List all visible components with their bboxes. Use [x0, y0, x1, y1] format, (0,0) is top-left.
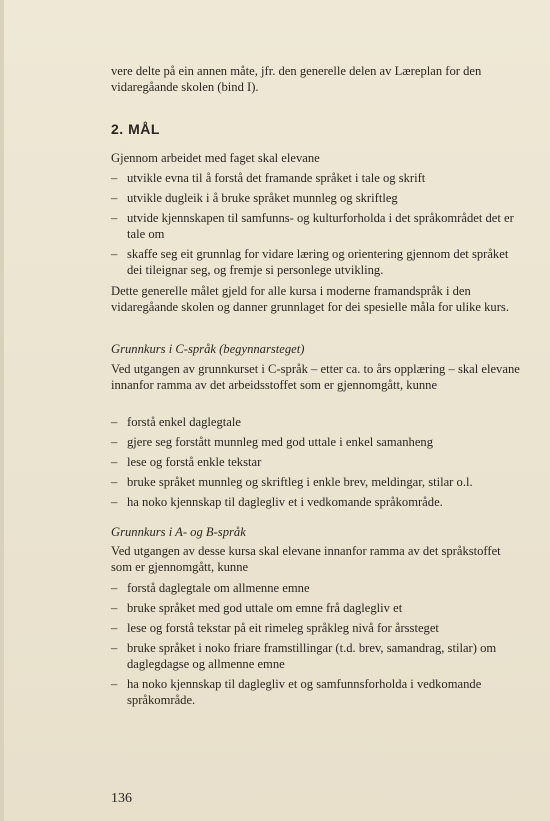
ab-language-item: – lese og forstå tekstar på eit rimeleg språkleg nivå for årssteget	[111, 621, 439, 635]
c-language-item: – ha noko kjennskap til daglegliv et i vedkomande språkområde.	[111, 495, 443, 509]
subheading-ab-language: Grunnkurs i A- og B-språk	[111, 525, 246, 539]
subheading-c-language: Grunnkurs i C-språk (begynnarsteget)	[111, 342, 305, 356]
ab-language-item: – bruke språket i noko friare framstillingar (t.d. brev, samandrag, stilar) om daglegdagse og allmenne emne	[111, 641, 497, 671]
general-note: Dette generelle målet gjeld for alle kursa i moderne framandspråk i den vidaregåande skolen og danner grunnlaget for dei spesielle måla for ulike kurs.	[111, 284, 509, 314]
dash-bullet: –	[111, 621, 118, 635]
section-heading: 2. MÅL	[111, 121, 160, 137]
dash-bullet: –	[111, 171, 118, 185]
ab-language-intro: Ved utgangen av desse kursa skal elevane innanfor ramma av det språkstoffet som er gjennomgått, kunne	[111, 544, 501, 574]
page-number: 136	[111, 791, 132, 806]
dash-bullet: –	[111, 495, 118, 509]
intro-paragraph: vere delte på ein annen måte, jfr. den generelle delen av Læreplan for den vidaregåande skolen (bind I).	[111, 64, 482, 94]
ab-language-item: – forstå daglegtale om allmenne emne	[111, 581, 310, 595]
dash-bullet: –	[111, 581, 118, 595]
dash-bullet: –	[111, 455, 118, 469]
dash-bullet: –	[111, 211, 118, 225]
dash-bullet: –	[111, 191, 118, 205]
c-language-item: – gjere seg forstått munnleg med god uttale i enkel samanheng	[111, 435, 434, 449]
c-language-item: – bruke språket munnleg og skriftleg i enkle brev, meldingar, stilar o.l.	[111, 475, 473, 489]
dash-bullet: –	[111, 677, 118, 691]
c-language-intro: Ved utgangen av grunnkurset i C-språk – etter ca. to års opplæring – skal elevane innanfor ramma av det arbeidsstoffet som er gjennomgått, kunne	[111, 362, 520, 392]
dash-bullet: –	[111, 247, 118, 261]
dash-bullet: –	[111, 601, 118, 615]
dash-bullet: –	[111, 415, 118, 429]
ab-language-item: – ha noko kjennskap til daglegliv et og samfunnsforholda i vedkomande språkområde.	[111, 677, 482, 707]
dash-bullet: –	[111, 641, 118, 655]
page-edge	[0, 0, 4, 821]
ab-language-item: – bruke språket med god uttale om emne frå daglegliv et	[111, 601, 403, 615]
dash-bullet: –	[111, 475, 118, 489]
goal-item: – utvide kjennskapen til samfunns- og kulturforholda i det språkområdet det er tale om	[111, 211, 514, 241]
c-language-item: – lese og forstå enkle tekstar	[111, 455, 262, 469]
dash-bullet: –	[111, 435, 118, 449]
goals-lead: Gjennom arbeidet med faget skal elevane	[111, 151, 320, 165]
goal-item: – skaffe seg eit grunnlag for vidare læring og orientering gjennom det språket dei tileignar seg, og fremje si personlege utvikling.	[111, 247, 509, 277]
goal-item: – utvikle evna til å forstå det framande språket i tale og skrift	[111, 171, 426, 185]
goal-item: – utvikle dugleik i å bruke språket munnleg og skriftleg	[111, 191, 398, 205]
c-language-item: – forstå enkel daglegtale	[111, 415, 241, 429]
